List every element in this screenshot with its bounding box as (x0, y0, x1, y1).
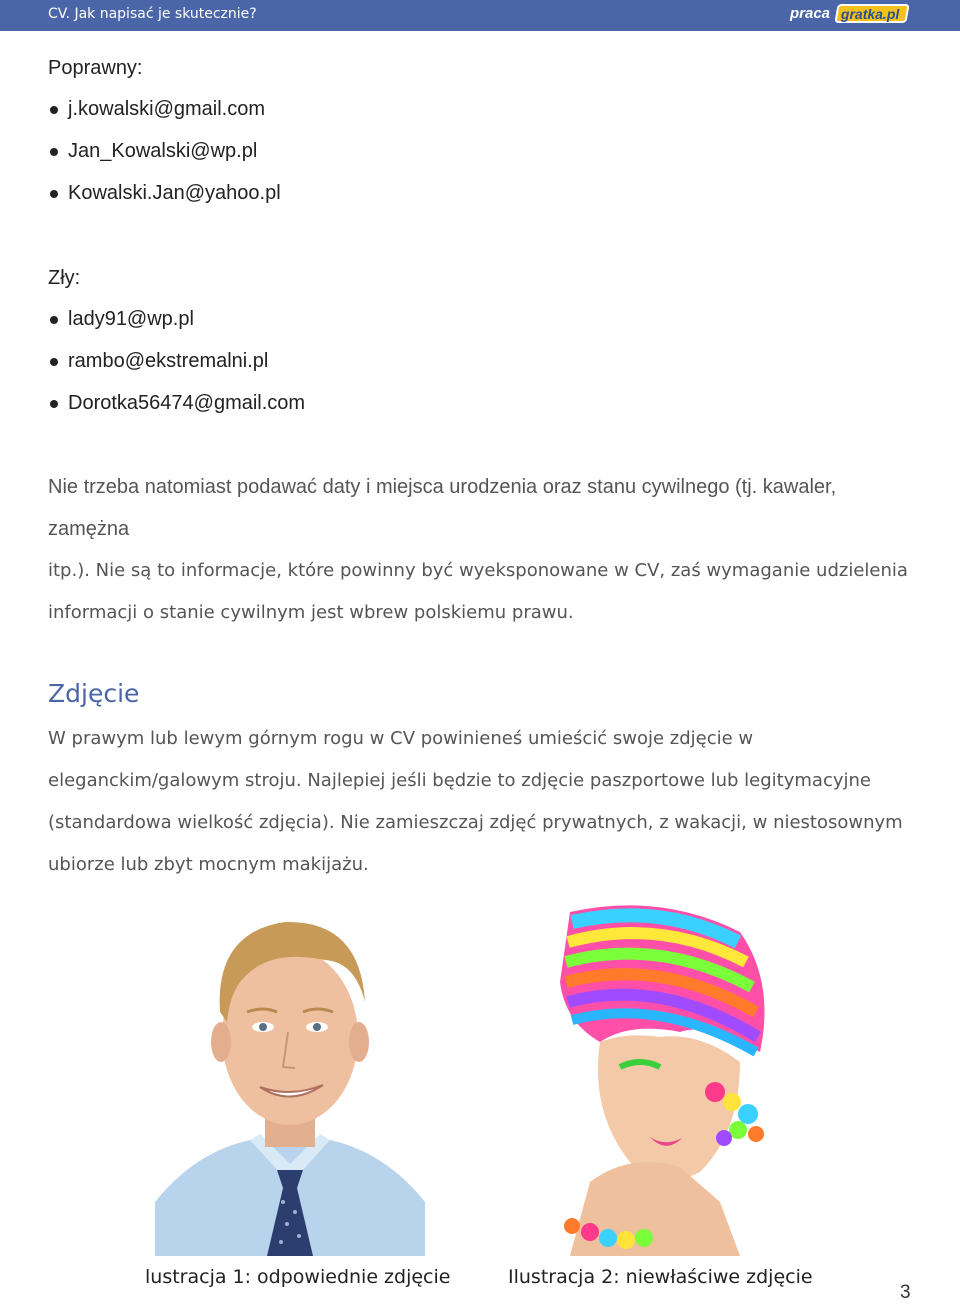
top-bar (0, 0, 960, 31)
list-item: lady91@wp.pl (48, 298, 305, 340)
wrong-label: Zły: (48, 267, 81, 289)
paragraph-line: Nie trzeba natomiast podawać daty i miejsca urodzenia oraz stanu cywilnego (tj. kawaler, zamężna (48, 476, 837, 540)
wrong-emails-section (48, 266, 305, 424)
inappropriate-photo-image (510, 902, 780, 1256)
bullet-icon (50, 400, 58, 408)
correct-email-list (48, 88, 281, 214)
caption-appropriate-photo: lustracja 1: odpowiednie zdjęcie (145, 1266, 451, 1288)
logo-gratka-text: gratka.pl (840, 6, 900, 22)
bullet-icon (50, 148, 58, 156)
bullet-icon (50, 190, 58, 198)
photo-section-heading: Zdjęcie (48, 679, 140, 708)
wrong-email-list (48, 298, 305, 424)
bullet-icon (50, 358, 58, 366)
correct-label: Poprawny: (48, 57, 143, 79)
caption-inappropriate-photo: Ilustracja 2: niewłaściwe zdjęcie (508, 1266, 813, 1288)
list-item: rambo@ekstremalni.pl (48, 340, 305, 382)
list-item: Jan_Kowalski@wp.pl (48, 130, 281, 172)
bullet-icon (50, 316, 58, 324)
civil-status-paragraph (48, 466, 918, 634)
page-number: 3 (900, 1282, 911, 1303)
document-title: CV. Jak napisać je skutecznie? (48, 6, 257, 22)
logo-gratka-badge (834, 4, 909, 23)
bullet-icon (50, 106, 58, 114)
list-item: Dorotka56474@gmail.com (48, 382, 305, 424)
appropriate-photo-image (155, 902, 425, 1256)
list-item: Kowalski.Jan@yahoo.pl (48, 172, 281, 214)
photo-section-text: W prawym lub lewym górnym rogu w CV powinieneś umieścić swoje zdjęcie w eleganckim/galowym stroju. Najlepiej jeśli będzie to zdjęcie paszportowe lub legitymacyjne (standardowa wielkość zdjęcia). Nie zamieszczaj zdjęć prywatnych, z wakacji, w niestosownym ubiorze lub zbyt mocnym makijażu. (48, 728, 903, 875)
list-item: j.kowalski@gmail.com (48, 88, 281, 130)
correct-emails-section (48, 56, 281, 214)
logo-praca-text: praca (790, 5, 831, 22)
paragraph-continuation: itp.). Nie są to informacje, które powinny być wyeksponowane w CV, zaś wymaganie udzielenia informacji o stanie cywilnym jest wbrew polskiemu prawu. (48, 560, 908, 623)
